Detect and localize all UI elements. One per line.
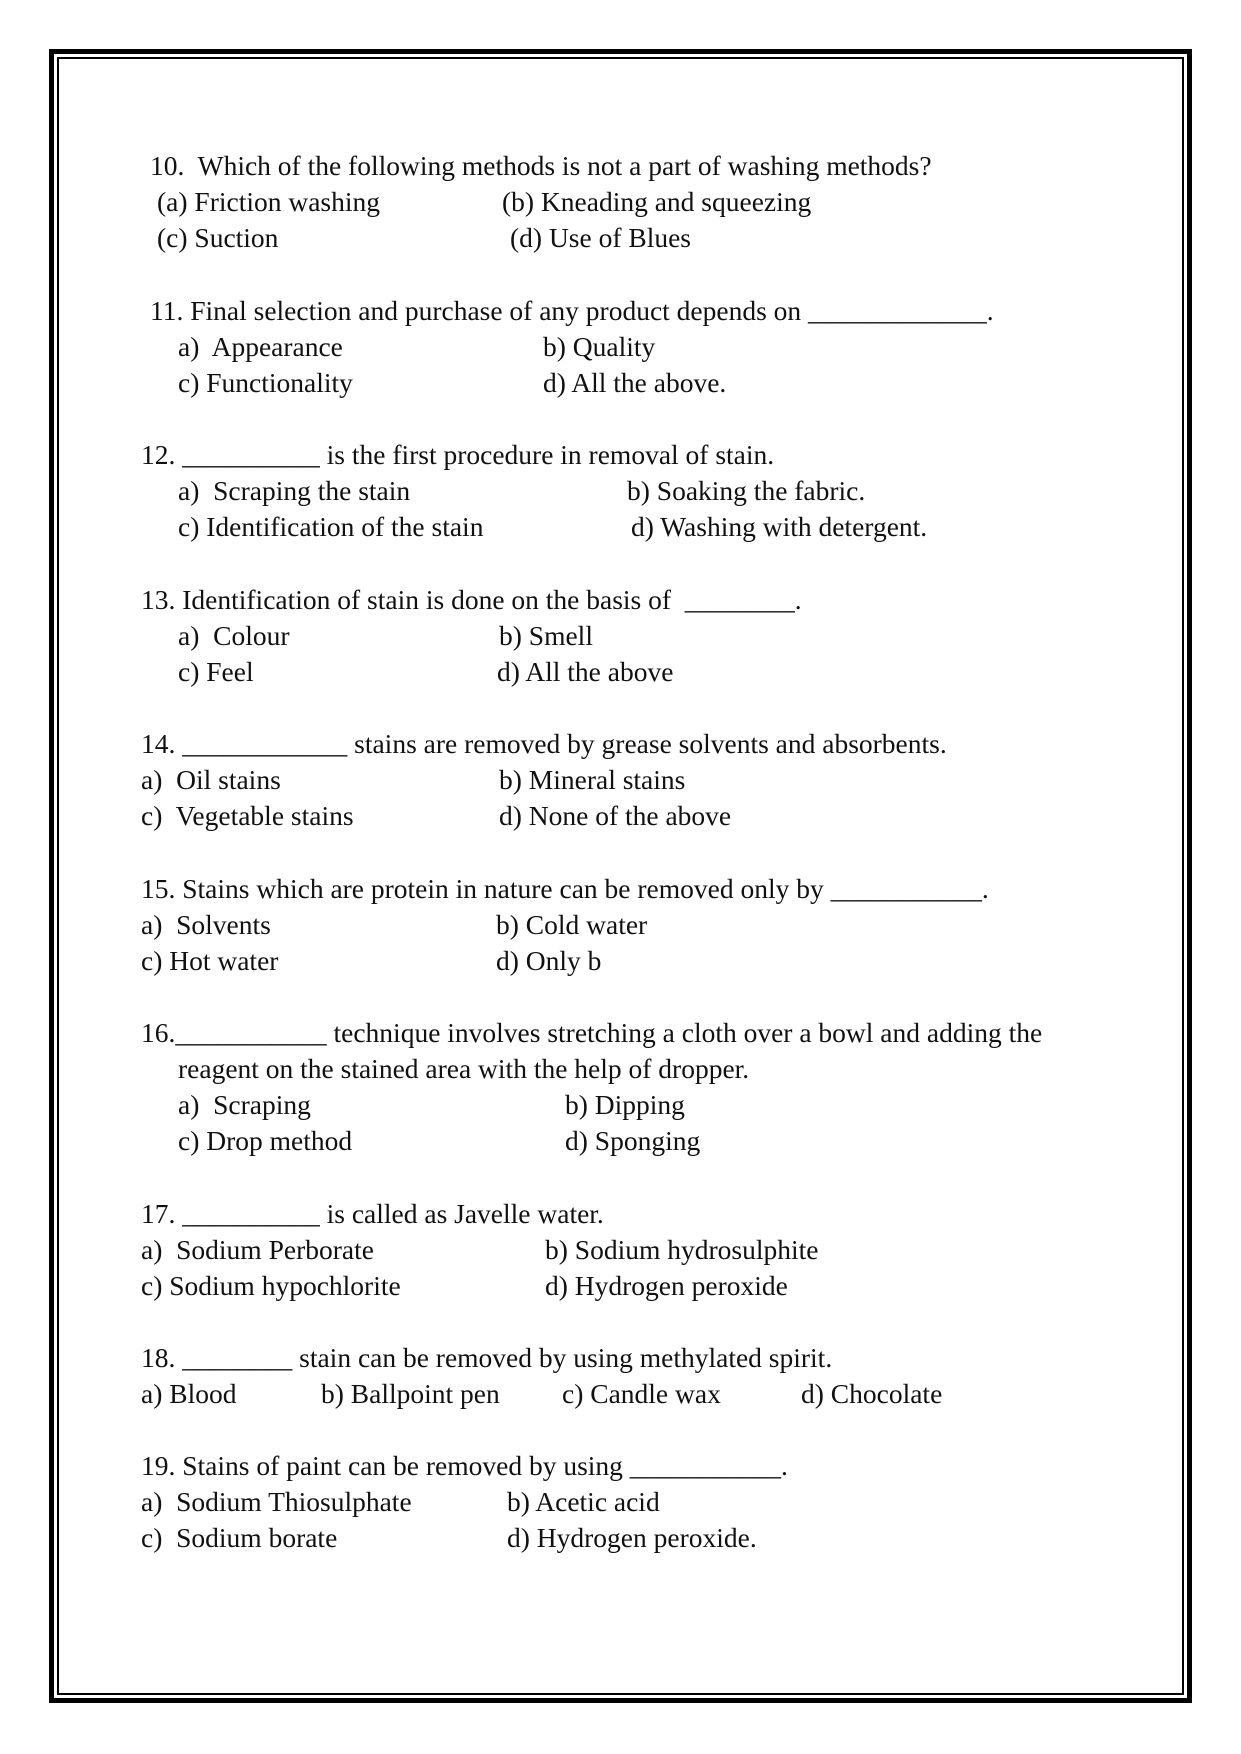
option-b: b) Mineral stains xyxy=(499,764,686,795)
option-d: d) None of the above xyxy=(499,800,732,831)
option-c: c) Identification of the stain xyxy=(178,511,484,542)
option-d: (d) Use of Blues xyxy=(510,222,692,253)
option-b: b) Sodium hydrosulphite xyxy=(545,1234,819,1265)
option-a: (a) Friction washing xyxy=(157,186,381,217)
option-d: d) All the above. xyxy=(543,367,727,398)
question-stem: 12. __________ is the first procedure in removal of stain. xyxy=(141,439,775,470)
option-c: c) Sodium borate xyxy=(141,1522,338,1553)
option-a: a) Sodium Perborate xyxy=(141,1234,374,1265)
option-d: d) Washing with detergent. xyxy=(631,511,928,542)
option-c: (c) Suction xyxy=(157,222,279,253)
question-stem: 11. Final selection and purchase of any product depends on _____________. xyxy=(150,295,994,326)
option-b: b) Cold water xyxy=(496,909,648,940)
option-b: b) Acetic acid xyxy=(507,1486,660,1517)
option-d: d) Sponging xyxy=(565,1125,701,1156)
option-c: c) Hot water xyxy=(141,945,279,976)
option-d: d) Hydrogen peroxide xyxy=(545,1270,788,1301)
option-a: a) Blood xyxy=(141,1378,237,1409)
question-stem: 19. Stains of paint can be removed by using ___________. xyxy=(141,1450,788,1481)
option-d: d) All the above xyxy=(497,656,674,687)
question-stem: 14. ____________ stains are removed by grease solvents and absorbents. xyxy=(141,728,947,759)
option-a: a) Appearance xyxy=(178,331,343,362)
option-b: b) Dipping xyxy=(565,1089,685,1120)
option-c: c) Functionality xyxy=(178,367,353,398)
option-a: a) Scraping xyxy=(178,1089,311,1120)
option-a: a) Colour xyxy=(178,620,290,651)
option-c: c) Drop method xyxy=(178,1125,353,1156)
option-b: (b) Kneading and squeezing xyxy=(502,186,812,217)
option-b: b) Quality xyxy=(543,331,656,362)
option-b: b) Smell xyxy=(499,620,593,651)
question-stem: 17. __________ is called as Javelle water. xyxy=(141,1198,604,1229)
option-a: a) Scraping the stain xyxy=(178,475,411,506)
option-d: d) Chocolate xyxy=(801,1378,943,1409)
option-b: b) Ballpoint pen xyxy=(321,1378,500,1409)
option-a: a) Solvents xyxy=(141,909,271,940)
option-a: a) Oil stains xyxy=(141,764,281,795)
option-a: a) Sodium Thiosulphate xyxy=(141,1486,412,1517)
question-stem: 18. ________ stain can be removed by using methylated spirit. xyxy=(141,1342,833,1373)
question-stem: 16.___________ technique involves stretching a cloth over a bowl and adding the xyxy=(141,1017,1043,1048)
option-c: c) Vegetable stains xyxy=(141,800,354,831)
question-stem: 13. Identification of stain is done on the basis of ________. xyxy=(141,584,802,615)
option-c: c) Sodium hypochlorite xyxy=(141,1270,401,1301)
question-stem: 10. Which of the following methods is not a part of washing methods? xyxy=(150,150,932,181)
question-stem: 15. Stains which are protein in nature can be removed only by ___________. xyxy=(141,873,989,904)
option-d: d) Hydrogen peroxide. xyxy=(507,1522,757,1553)
option-b: b) Soaking the fabric. xyxy=(627,475,866,506)
option-c: c) Feel xyxy=(178,656,254,687)
option-d: d) Only b xyxy=(496,945,602,976)
question-stem-continued: reagent on the stained area with the help of dropper. xyxy=(178,1053,750,1084)
option-c: c) Candle wax xyxy=(562,1378,721,1409)
